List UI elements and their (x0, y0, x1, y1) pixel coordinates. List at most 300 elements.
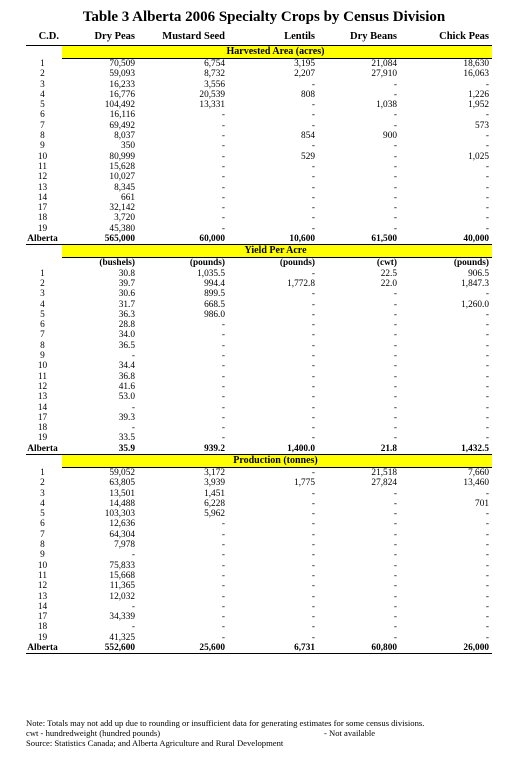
dry-beans-cell: - (393, 570, 397, 581)
census-division-cell: 5 (40, 309, 45, 320)
dry-beans-cell: - (393, 320, 397, 331)
table-row (26, 612, 492, 622)
census-division-cell: 6 (40, 519, 45, 530)
section-heading-row (26, 46, 492, 59)
table-row (26, 423, 492, 433)
total-label: Alberta (26, 643, 62, 654)
chick-peas-cell: - (485, 340, 489, 351)
dry-beans-total: 61,500 (318, 234, 400, 245)
census-division-cell: 10 (37, 151, 48, 162)
lentils-cell: - (311, 120, 315, 131)
census-division-cell: 2 (40, 278, 45, 289)
lentils-cell: - (311, 519, 315, 530)
dry-peas-cell: 11,365 (109, 581, 135, 592)
dry-peas-cell: 104,492 (104, 100, 135, 111)
table-row (26, 561, 492, 571)
table-row (26, 121, 492, 131)
alberta-total-row (26, 234, 492, 245)
dry-peas-cell: 59,093 (109, 69, 135, 80)
dry-peas-cell: 39.3 (118, 412, 135, 423)
chick-peas-cell: - (485, 402, 489, 413)
dry-beans-cell: - (393, 509, 397, 520)
table-row (26, 90, 492, 100)
mustard-seed-cell: 994.4 (204, 278, 225, 289)
lentils-cell: - (311, 423, 315, 434)
dry-peas-cell: 34,339 (109, 612, 135, 623)
lentils-cell: - (311, 203, 315, 214)
dry-beans-cell: - (393, 632, 397, 643)
table-row (26, 59, 492, 70)
census-division-cell: 10 (37, 560, 48, 571)
chick-peas-cell: - (485, 509, 489, 520)
mustard-seed-cell: - (221, 340, 225, 351)
census-division-cell: 3 (40, 79, 45, 90)
lentils-cell: - (311, 320, 315, 331)
mustard-seed-cell: 3,556 (204, 79, 225, 90)
mustard-seed-cell: - (221, 591, 225, 602)
chick-peas-cell: - (485, 381, 489, 392)
dry-beans-cell: - (393, 110, 397, 121)
dry-peas-cell: 8,345 (114, 182, 135, 193)
table-row (26, 403, 492, 413)
lentils-cell: - (311, 371, 315, 382)
chick-peas-cell: 906.5 (468, 268, 489, 279)
lentils-total: 6,731 (228, 643, 318, 654)
table-row (26, 478, 492, 488)
chick-peas-cell: - (485, 192, 489, 203)
table-row (26, 602, 492, 612)
dry-beans-cell: 1,038 (376, 100, 397, 111)
chick-peas-cell: - (485, 433, 489, 444)
dry-peas-cell: 350 (121, 141, 135, 152)
table-row (26, 289, 492, 299)
table-row (26, 330, 492, 340)
mustard-seed-cell: 668.5 (204, 299, 225, 310)
alberta-total-row (26, 444, 492, 455)
dry-beans-cell: - (393, 550, 397, 561)
lentils-cell: - (311, 289, 315, 300)
dry-peas-cell: - (131, 351, 135, 362)
header-row (26, 30, 492, 46)
dry-beans-cell: - (393, 392, 397, 403)
census-division-cell: 7 (40, 330, 45, 341)
chick-peas-cell: 1,226 (468, 89, 489, 100)
mustard-seed-total: 60,000 (138, 234, 228, 245)
mustard-seed-cell: - (221, 581, 225, 592)
mustard-seed-cell: - (221, 423, 225, 434)
lentils-cell: - (311, 141, 315, 152)
table-row (26, 519, 492, 529)
column-header-lentils: Lentils (228, 30, 318, 46)
table-row (26, 633, 492, 643)
census-division-cell: 2 (40, 69, 45, 80)
lentils-cell: - (311, 433, 315, 444)
table-row (26, 110, 492, 120)
dry-peas-cell: 34.4 (118, 361, 135, 372)
census-division-cell: 10 (37, 361, 48, 372)
chick-peas-cell: - (485, 79, 489, 90)
census-division-cell: 9 (40, 141, 45, 152)
table-row (26, 300, 492, 310)
dry-beans-cell: - (393, 289, 397, 300)
table-row (26, 341, 492, 351)
table-row (26, 224, 492, 234)
lentils-cell: - (311, 79, 315, 90)
mustard-seed-cell: - (221, 213, 225, 224)
census-division-cell: 8 (40, 540, 45, 551)
census-division-cell: 14 (37, 402, 48, 413)
table-row (26, 213, 492, 223)
dry-beans-cell: - (393, 223, 397, 234)
dry-peas-cell: 34.0 (118, 330, 135, 341)
dry-beans-cell: - (393, 161, 397, 172)
chick-peas-cell: - (485, 423, 489, 434)
table-row (26, 622, 492, 632)
mustard-seed-cell: - (221, 601, 225, 612)
mustard-seed-cell: - (221, 161, 225, 172)
section-heading: Yield Per Acre (62, 245, 492, 258)
census-division-cell: 13 (37, 182, 48, 193)
dry-beans-cell: - (393, 371, 397, 382)
dry-peas-cell: 30.8 (118, 268, 135, 279)
table-body (26, 46, 492, 654)
column-header-dry-peas: Dry Peas (62, 30, 138, 46)
chick-peas-cell: - (485, 361, 489, 372)
mustard-seed-cell: 986.0 (204, 309, 225, 320)
dry-beans-cell: 22.5 (380, 268, 397, 279)
dry-peas-cell: 16,776 (109, 89, 135, 100)
mustard-seed-cell: - (221, 141, 225, 152)
dry-peas-cell: 32,142 (109, 203, 135, 214)
dry-peas-cell: 16,116 (109, 110, 135, 121)
census-division-cell: 6 (40, 320, 45, 331)
section-heading-row (26, 245, 492, 258)
mustard-seed-cell: - (221, 381, 225, 392)
table-row (26, 467, 492, 478)
chick-peas-cell: - (485, 213, 489, 224)
table-row (26, 433, 492, 443)
dry-beans-cell: - (393, 340, 397, 351)
table-row (26, 392, 492, 402)
mustard-seed-cell: - (221, 570, 225, 581)
table-row (26, 80, 492, 90)
section-heading: Harvested Area (acres) (62, 46, 492, 59)
lentils-cell: 1,772.8 (287, 278, 315, 289)
lentils-cell: - (311, 213, 315, 224)
note-source: Source: Statistics Canada; and Alberta Agriculture and Rural Development (26, 738, 284, 748)
census-division-cell: 14 (37, 601, 48, 612)
table-row (26, 550, 492, 560)
column-header-mustard-seed: Mustard Seed (138, 30, 228, 46)
table-row (26, 310, 492, 320)
dry-beans-cell: - (393, 529, 397, 540)
dry-beans-cell: - (393, 622, 397, 633)
lentils-cell: - (311, 172, 315, 183)
dry-peas-cell: 8,037 (114, 131, 135, 142)
dry-beans-cell: - (393, 299, 397, 310)
chick-peas-cell: - (485, 622, 489, 633)
chick-peas-cell: - (485, 110, 489, 121)
dry-beans-cell: - (393, 601, 397, 612)
dry-peas-cell: 103,303 (104, 509, 135, 520)
dry-peas-total: 565,000 (62, 234, 138, 245)
mustard-seed-cell: - (221, 351, 225, 362)
mustard-seed-cell: - (221, 361, 225, 372)
chick-peas-cell: - (485, 601, 489, 612)
dry-beans-cell: - (393, 182, 397, 193)
note-row (26, 728, 496, 738)
dry-peas-cell: 41,325 (109, 632, 135, 643)
lentils-cell: 854 (301, 131, 315, 142)
lentils-cell: - (311, 412, 315, 423)
census-division-cell: 1 (40, 268, 45, 279)
lentils-total: 1,400.0 (228, 444, 318, 455)
census-division-cell: 11 (38, 371, 47, 382)
census-division-cell: 17 (37, 612, 48, 623)
dry-peas-cell: 15,628 (109, 161, 135, 172)
unit-label-dry-peas: (bushels) (99, 258, 135, 269)
lentils-cell: - (311, 509, 315, 520)
dry-beans-cell: - (393, 423, 397, 434)
dry-beans-cell: - (393, 213, 397, 224)
lentils-cell: - (311, 467, 315, 478)
lentils-cell: 529 (301, 151, 315, 162)
census-division-cell: 3 (40, 488, 45, 499)
dry-beans-cell: - (393, 120, 397, 131)
lentils-cell: - (311, 340, 315, 351)
dry-beans-cell: - (393, 351, 397, 362)
dry-peas-cell: 30.6 (118, 289, 135, 300)
mustard-seed-cell: 5,962 (204, 509, 225, 520)
dry-beans-total: 60,800 (318, 643, 400, 654)
mustard-seed-cell: - (221, 392, 225, 403)
chick-peas-cell: - (485, 519, 489, 530)
census-division-cell: 19 (37, 433, 48, 444)
mustard-seed-cell: 899.5 (204, 289, 225, 300)
lentils-cell: - (311, 110, 315, 121)
dry-beans-cell: - (393, 488, 397, 499)
census-division-cell: 1 (40, 467, 45, 478)
census-division-cell: 19 (37, 632, 48, 643)
lentils-cell: - (311, 182, 315, 193)
chick-peas-cell: 573 (475, 120, 489, 131)
dry-beans-cell: - (393, 309, 397, 320)
mustard-seed-cell: - (221, 560, 225, 571)
chick-peas-cell: - (485, 612, 489, 623)
census-division-cell: 7 (40, 529, 45, 540)
table-header (26, 30, 492, 46)
table-row (26, 540, 492, 550)
dry-peas-cell: 661 (121, 192, 135, 203)
chick-peas-cell: - (485, 632, 489, 643)
dry-peas-cell: 59,052 (109, 467, 135, 478)
table-row (26, 320, 492, 330)
mustard-seed-cell: - (221, 632, 225, 643)
mustard-seed-cell: - (221, 519, 225, 530)
census-division-cell: 4 (40, 299, 45, 310)
specialty-crops-table (26, 30, 492, 654)
census-division-cell: 11 (38, 161, 47, 172)
mustard-seed-cell: 3,172 (204, 467, 225, 478)
mustard-seed-cell: 6,228 (204, 498, 225, 509)
chick-peas-total: 26,000 (400, 643, 492, 654)
table-row (26, 530, 492, 540)
dry-beans-cell: - (393, 381, 397, 392)
table-row (26, 581, 492, 591)
table-row (26, 279, 492, 289)
table-row (26, 193, 492, 203)
mustard-seed-cell: 1,035.5 (197, 268, 225, 279)
lentils-cell: - (311, 361, 315, 372)
table-row (26, 100, 492, 110)
lentils-cell: - (311, 601, 315, 612)
dry-beans-cell: - (393, 141, 397, 152)
dry-beans-cell: 22.0 (380, 278, 397, 289)
dry-beans-cell: - (393, 151, 397, 162)
chick-peas-cell: - (485, 289, 489, 300)
census-division-cell: 3 (40, 289, 45, 300)
dry-peas-cell: 28.8 (118, 320, 135, 331)
dry-peas-cell: 12,032 (109, 591, 135, 602)
lentils-cell: - (311, 192, 315, 203)
lentils-cell: - (311, 612, 315, 623)
table-row (26, 141, 492, 151)
table-title: Table 3 Alberta 2006 Specialty Crops by Census Division (82, 9, 446, 25)
mustard-seed-cell: 8,732 (204, 69, 225, 80)
dry-peas-total: 35.9 (62, 444, 138, 455)
column-header-dry-beans: Dry Beans (318, 30, 400, 46)
mustard-seed-total: 939.2 (138, 444, 228, 455)
chick-peas-cell: - (485, 203, 489, 214)
lentils-cell: - (311, 570, 315, 581)
lentils-cell: - (311, 330, 315, 341)
dry-peas-cell: 10,027 (109, 172, 135, 183)
census-division-cell: 8 (40, 340, 45, 351)
dry-peas-cell: 36.3 (118, 309, 135, 320)
census-division-cell: 18 (37, 423, 48, 434)
mustard-seed-cell: 20,539 (199, 89, 225, 100)
alberta-total-row (26, 643, 492, 654)
mustard-seed-cell: - (221, 203, 225, 214)
mustard-seed-cell: - (221, 550, 225, 561)
dry-beans-total: 21.8 (318, 444, 400, 455)
chick-peas-cell: 1,952 (468, 100, 489, 111)
census-division-cell: 5 (40, 509, 45, 520)
lentils-cell: - (311, 591, 315, 602)
unit-label-lentils: (pounds) (279, 258, 315, 269)
dry-beans-cell: - (393, 79, 397, 90)
census-division-cell: 13 (37, 392, 48, 403)
chick-peas-cell: - (485, 570, 489, 581)
chick-peas-cell: - (485, 550, 489, 561)
mustard-seed-cell: - (221, 371, 225, 382)
lentils-cell: - (311, 351, 315, 362)
chick-peas-cell: 7,660 (468, 467, 489, 478)
dry-beans-cell: - (393, 591, 397, 602)
lentils-cell: 808 (301, 89, 315, 100)
chick-peas-cell: 701 (475, 498, 489, 509)
column-header-cd: C.D. (26, 30, 62, 46)
dry-beans-cell: - (393, 581, 397, 592)
census-division-cell: 2 (40, 478, 45, 489)
dry-beans-cell: - (393, 402, 397, 413)
units-row (26, 258, 492, 269)
section-heading: Production (tonnes) (62, 454, 492, 467)
mustard-seed-cell: - (221, 330, 225, 341)
table-row (26, 499, 492, 509)
lentils-cell: - (311, 299, 315, 310)
lentils-cell: - (311, 223, 315, 234)
mustard-seed-cell: - (221, 110, 225, 121)
lentils-cell: - (311, 498, 315, 509)
lentils-cell: 1,775 (294, 478, 315, 489)
chick-peas-cell: - (485, 330, 489, 341)
table-row (26, 269, 492, 279)
table-row (26, 509, 492, 519)
section-heading-spacer (26, 46, 62, 59)
dry-peas-cell: 69,492 (109, 120, 135, 131)
mustard-seed-cell: - (221, 412, 225, 423)
census-division-cell: 19 (37, 223, 48, 234)
chick-peas-cell: - (485, 529, 489, 540)
table-row (26, 203, 492, 213)
chick-peas-cell: 1,847.3 (461, 278, 489, 289)
dry-peas-cell: 13,501 (109, 488, 135, 499)
mustard-seed-cell: - (221, 151, 225, 162)
chick-peas-cell: - (485, 581, 489, 592)
dry-beans-cell: - (393, 330, 397, 341)
note-not-available: - Not available (324, 728, 376, 738)
census-division-cell: 9 (40, 351, 45, 362)
dry-beans-cell: - (393, 560, 397, 571)
dry-peas-cell: - (131, 622, 135, 633)
lentils-cell: - (311, 392, 315, 403)
chick-peas-cell: - (485, 131, 489, 142)
mustard-seed-cell: - (221, 120, 225, 131)
chick-peas-cell: - (485, 392, 489, 403)
table-row (26, 152, 492, 162)
lentils-cell: - (311, 560, 315, 571)
table-row (26, 413, 492, 423)
unit-label-mustard-seed: (pounds) (189, 258, 225, 269)
table-row (26, 382, 492, 392)
dry-peas-cell: 12,636 (109, 519, 135, 530)
census-division-cell: 12 (37, 581, 48, 592)
dry-peas-cell: - (131, 423, 135, 434)
lentils-cell: - (311, 402, 315, 413)
dry-beans-cell: - (393, 612, 397, 623)
mustard-seed-cell: - (221, 622, 225, 633)
chick-peas-cell: 18,630 (463, 59, 489, 69)
chick-peas-cell: - (485, 141, 489, 152)
dry-peas-cell: 7,978 (114, 540, 135, 551)
lentils-cell: - (311, 581, 315, 592)
dry-peas-cell: 41.6 (118, 381, 135, 392)
dry-beans-cell: - (393, 192, 397, 203)
table-row (26, 592, 492, 602)
census-division-cell: 4 (40, 498, 45, 509)
chick-peas-cell: - (485, 161, 489, 172)
dry-beans-cell: - (393, 433, 397, 444)
dry-peas-cell: 36.5 (118, 340, 135, 351)
chick-peas-cell: - (485, 560, 489, 571)
dry-peas-cell: 53.0 (118, 392, 135, 403)
dry-peas-cell: 45,380 (109, 223, 135, 234)
chick-peas-cell: - (485, 309, 489, 320)
table-row (26, 131, 492, 141)
mustard-seed-cell: 1,451 (204, 488, 225, 499)
column-header-chick-peas: Chick Peas (400, 30, 492, 46)
